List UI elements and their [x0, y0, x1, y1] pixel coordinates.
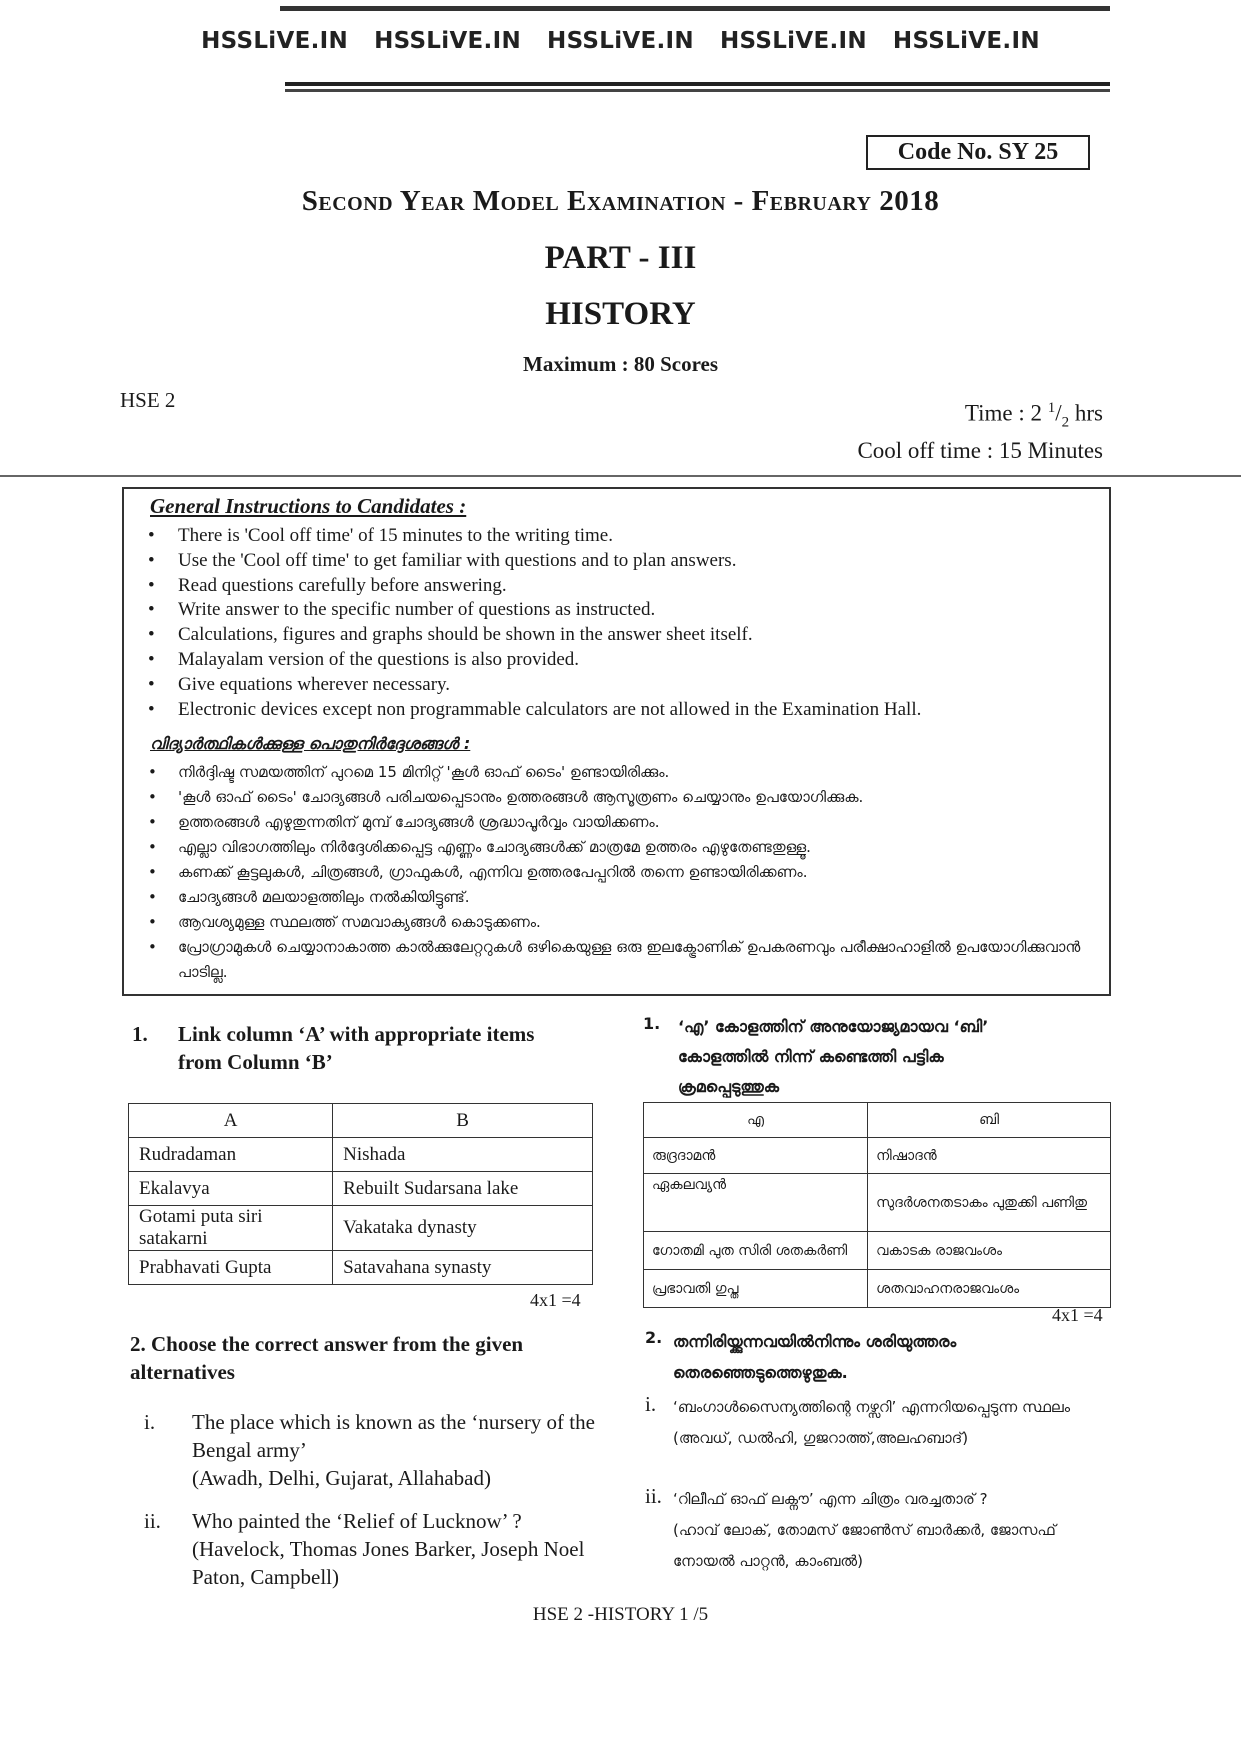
instruction-item: • Write answer to the specific number of questions as instructed.: [148, 598, 1098, 623]
table-header-row: [644, 1103, 1111, 1138]
exam-title: Second Year Model Examination - February 2018: [301, 185, 940, 217]
instructions-heading: General Instructions to Candidates :: [150, 494, 467, 518]
table-cell: Prabhavati Gupta: [129, 1251, 333, 1285]
sub-question-text: The place which is known as the ‘nursery of the Bengal army’: [192, 1410, 595, 1462]
time-fraction-num: 1: [1047, 400, 1056, 416]
table-row: [129, 1138, 593, 1172]
column-header: ബി: [868, 1103, 1111, 1138]
banner-rule: [285, 89, 1110, 92]
ml-sub-question: [673, 1392, 1093, 1454]
ml-instruction-item: • പ്രോഗ്രാമുകൾ ചെയ്യാനാകാത്ത കാൽക്കുലേറ്ററുകൾ ഒഴികെയുള്ള ഒരു ഇലക്ട്രോണിക് ഉപകരണവും പരീക്ഷാഹാളിൽ ഉപയോഗിക്കുവാൻ പാടില്ല.: [148, 935, 1098, 985]
time-prefix: Time : 2: [964, 400, 1048, 426]
maximum-score: Maximum : 80 Scores: [523, 352, 718, 376]
table-row: [644, 1270, 1111, 1308]
table-row: [129, 1206, 593, 1251]
instruction-item: • Electronic devices except non programmable calculators are not allowed in the Examination Hall.: [148, 698, 1098, 723]
sub-question-number: ii.: [144, 1509, 161, 1533]
table-cell: Nishada: [333, 1138, 593, 1172]
sub-question-text: ‘റിലീഫ് ഓഫ് ലക്നൗ’ എന്ന ചിത്രം വരച്ചതാര് ?: [673, 1490, 988, 1508]
table-cell: നിഷാദൻ: [868, 1138, 1111, 1174]
sub-question-options: (Awadh, Delhi, Gujarat, Allahabad): [192, 1466, 491, 1490]
sub-question-text: Who painted the ‘Relief of Lucknow’ ?: [192, 1509, 522, 1533]
instruction-item: • There is 'Cool off time' of 15 minutes to the writing time.: [148, 524, 1098, 549]
part-label: PART - III: [544, 240, 697, 276]
banner-text: HSSLiVE.IN: [719, 28, 867, 54]
instruction-item: • Calculations, figures and graphs should be shown in the answer sheet itself.: [148, 623, 1098, 648]
ml-instruction-item: • ചോദ്യങ്ങൾ മലയാളത്തിലും നൽകിയിട്ടുണ്ട്.: [148, 885, 1098, 910]
column-header: B: [333, 1104, 593, 1138]
instruction-item: • Read questions carefully before answering.: [148, 574, 1098, 599]
code-number: Code No. SY 25: [866, 135, 1090, 170]
sub-question-options: (ഹാവ് ലോക്, തോമസ് ജോൺസ് ബാർക്കർ, ജോസഫ് നോയൽ പാറ്റൻ, കാംബൽ): [673, 1521, 1056, 1570]
table-cell: Gotami puta siri satakarni: [129, 1206, 333, 1251]
site-banner: [0, 28, 1241, 54]
table-cell: Satavahana synasty: [333, 1251, 593, 1285]
table-row: [644, 1174, 1111, 1232]
score-label: 4x1 =4: [1052, 1305, 1103, 1325]
ml-sub-question: [673, 1484, 1103, 1577]
subject-title: HISTORY: [545, 296, 696, 332]
ml-question-text: ‘എ’ കോളത്തിന് അനുയോജ്യമായവ ‘ബി’ കോളത്തിൽ നിന്ന് കണ്ടെത്തി പട്ടിക ക്രമപ്പെടുത്തുക: [678, 1017, 989, 1096]
question-text: 2. Choose the correct answer from the given alternatives: [130, 1332, 524, 1384]
sub-question-number: i.: [645, 1392, 657, 1416]
table-cell: ഏകലവ്യൻ: [644, 1174, 868, 1232]
table-cell: Rebuilt Sudarsana lake: [333, 1172, 593, 1206]
sub-question: [192, 1408, 612, 1492]
table-cell: ഗോതമി പുത സിരി ശതകർണി: [644, 1232, 868, 1270]
table-row: [129, 1172, 593, 1206]
cool-off-time: Cool off time : 15 Minutes: [857, 438, 1103, 463]
question-text: Link column ‘A’ with appropriate items from Column ‘B’: [178, 1022, 535, 1074]
page-footer: HSE 2 -HISTORY 1 /5: [532, 1604, 709, 1625]
sub-question-options: (അവധ്, ഡൽഹി, ഗുജറാത്ത്,അലഹബാദ്): [673, 1429, 969, 1447]
table-header-row: [129, 1104, 593, 1138]
instruction-item: • Use the 'Cool off time' to get familiar with questions and to plan answers.: [148, 549, 1098, 574]
ml-instruction-item: • ആവശ്യമുള്ള സ്ഥലത്ത് സമവാക്യങ്ങൾ കൊടുക്കണം.: [148, 910, 1098, 935]
sub-question-number: ii.: [645, 1484, 662, 1508]
match-table: [128, 1103, 593, 1285]
ml-instruction-item: • 'കൂൾ ഓഫ് ടൈം' ചോദ്യങ്ങൾ പരിചയപ്പെടാനും ഉത്തരങ്ങൾ ആസൂത്രണം ചെയ്യാനും ഉപയോഗിക്കുക.: [148, 785, 1098, 810]
instruction-item: • Malayalam version of the questions is also provided.: [148, 648, 1098, 673]
table-cell: ശതവാഹനരാജവംശം: [868, 1270, 1111, 1308]
ml-instruction-item: • എല്ലാ വിഭാഗത്തിലും നിർദ്ദേശിക്കപ്പെട്ട എണ്ണം ചോദ്യങ്ങൾക്ക് മാത്രമേ ഉത്തരം എഴുതേണ്ടതുള്ളൂ.: [148, 835, 1098, 860]
ml-question-number: 1.: [643, 1014, 661, 1033]
sub-question-text: ‘ബംഗാൾസൈന്യത്തിന്റെ നഴ്സറി’ എന്നറിയപ്പെടുന്ന സ്ഥലം: [673, 1398, 1071, 1416]
header-divider: [0, 475, 1241, 477]
table-row: [129, 1251, 593, 1285]
table-cell: വകാടക രാജവംശം: [868, 1232, 1111, 1270]
table-cell: Ekalavya: [129, 1172, 333, 1206]
column-header: എ: [644, 1103, 868, 1138]
sub-question-number: i.: [144, 1410, 156, 1434]
score-label: 4x1 =4: [530, 1290, 581, 1310]
table-row: [644, 1138, 1111, 1174]
sub-question: [192, 1507, 612, 1591]
sub-question-options: (Havelock, Thomas Jones Barker, Joseph Noel Paton, Campbell): [192, 1537, 585, 1589]
table-cell: സുദർശനതടാകം പുതുക്കി പണിതു: [868, 1174, 1111, 1232]
ml-instruction-item: • കണക്ക് കൂട്ടലുകൾ, ചിത്രങ്ങൾ, ഗ്രാഫുകൾ, എന്നിവ ഉത്തരപേപ്പറിൽ തന്നെ ഉണ്ടായിരിക്കണം.: [148, 860, 1098, 885]
time-allowed: Time : 2 $^1/_2$ hrs: [964, 400, 1103, 431]
banner-text: HSSLiVE.IN: [892, 28, 1040, 54]
banner-text: HSSLiVE.IN: [547, 28, 694, 54]
banner-text: HSSLiVE.IN: [201, 28, 349, 54]
table-cell: Rudradaman: [129, 1138, 333, 1172]
table-row: [644, 1232, 1111, 1270]
time-fraction-den: 2: [1061, 414, 1070, 431]
column-header: A: [129, 1104, 333, 1138]
ml-question-number: 2.: [645, 1328, 663, 1347]
ml-instruction-item: • നിർദ്ദിഷ്ട സമയത്തിന് പുറമെ 15 മിനിറ്റ് 'കൂൾ ഓഫ് ടൈം' ഉണ്ടായിരിക്കും.: [148, 760, 1098, 785]
instruction-item: • Give equations wherever necessary.: [148, 673, 1098, 698]
instructions-list: [148, 524, 1098, 722]
banner-text: HSSLiVE.IN: [374, 28, 522, 54]
banner-top-rule: [280, 6, 1110, 11]
question-number: 1.: [132, 1022, 148, 1046]
ml-instruction-item: • ഉത്തരങ്ങൾ എഴുതുന്നതിന് മുമ്പ് ചോദ്യങ്ങൾ ശ്രദ്ധാപൂർവ്വം വായിക്കണം.: [148, 810, 1098, 835]
table-cell: Vakataka dynasty: [333, 1206, 593, 1251]
banner-rule: [285, 82, 1110, 86]
time-suffix: hrs: [1069, 400, 1103, 426]
ml-instructions-list: [148, 760, 1098, 985]
ml-question-text: തന്നിരിയ്ക്കുന്നവയിൽനിന്നും ശരിയുത്തരം തെരഞ്ഞെടുത്തെഴുതുക.: [673, 1332, 957, 1382]
table-cell: പ്രഭാവതി ഗുപ്ത: [644, 1270, 868, 1308]
ml-instructions-heading: വിദ്യാർത്ഥികൾക്കുള്ള പൊതുനിർദ്ദേശങ്ങൾ :: [150, 734, 471, 753]
ml-match-table: [643, 1102, 1111, 1308]
table-cell: രുദ്രദാമൻ: [644, 1138, 868, 1174]
board-code: HSE 2: [120, 388, 176, 412]
